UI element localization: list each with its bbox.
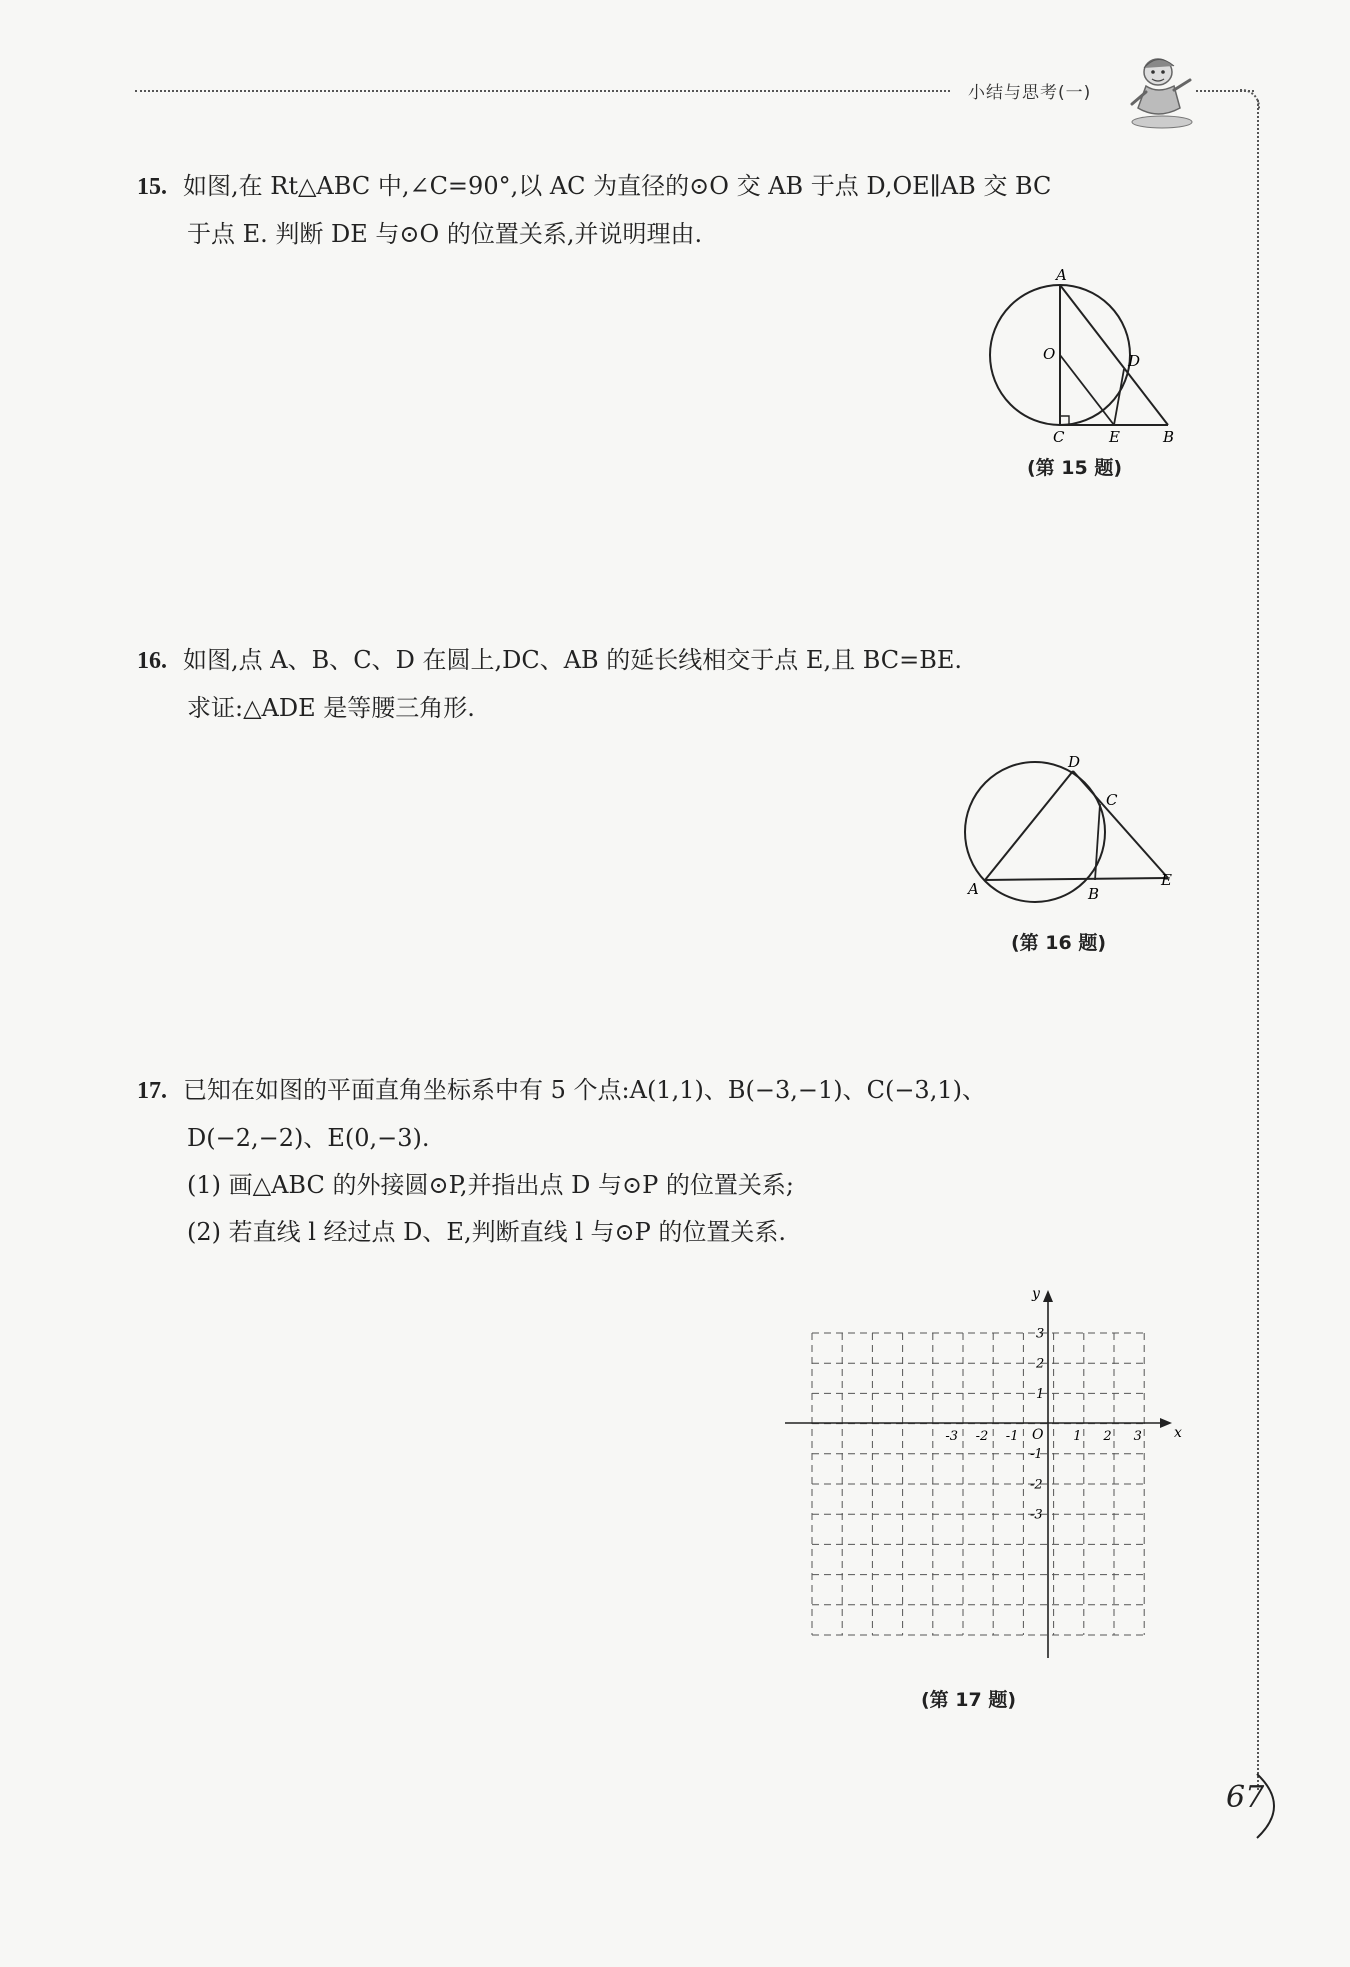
y-tick-label: -1	[1030, 1447, 1043, 1463]
label-e: E	[1109, 428, 1120, 446]
problem-text-line: 求证:△ADE 是等腰三角形.	[187, 694, 475, 722]
label-d: D	[1068, 753, 1081, 771]
label-a: A	[1056, 266, 1067, 284]
y-axis-label: y	[1032, 1286, 1040, 1302]
x-tick-label: -1	[1005, 1429, 1019, 1444]
page-number: 67	[1226, 1780, 1265, 1815]
segment-de	[1073, 771, 1168, 878]
segment-ab	[1060, 285, 1168, 425]
problem-text-line: 于点 E. 判断 DE 与⊙O 的位置关系,并说明理由.	[187, 220, 703, 248]
problem-16	[137, 637, 962, 732]
mascot-icon	[1122, 50, 1200, 130]
header-dotted-rule	[135, 90, 950, 92]
problem-text-line: 如图,点 A、B、C、D 在圆上,DC、AB 的延长线相交于点 E,且 BC=BE.	[183, 646, 963, 674]
label-d: D	[1128, 352, 1141, 370]
x-tick-label: -3	[945, 1429, 959, 1444]
figure-15	[985, 262, 1185, 446]
figure-17-coordinate-grid	[780, 1278, 1180, 1668]
y-tick-labels	[1030, 1326, 1044, 1522]
y-tick-label: 3	[1036, 1326, 1045, 1342]
y-tick-label: -2	[1030, 1477, 1043, 1493]
x-axis-arrow	[1160, 1418, 1172, 1428]
y-tick-label: 1	[1036, 1386, 1045, 1402]
problem-number: 15.	[137, 174, 167, 200]
problem-subpart-2: (2) 若直线 l 经过点 D、E,判断直线 l 与⊙P 的位置关系.	[187, 1218, 787, 1246]
segment-ae	[985, 878, 1168, 880]
figure-16	[960, 755, 1180, 905]
x-tick-labels	[945, 1429, 1141, 1444]
x-tick-label: 1	[1073, 1429, 1082, 1444]
problem-number: 16.	[137, 648, 167, 674]
header-title: 小结与思考(一)	[968, 83, 1092, 103]
y-tick-label: 2	[1036, 1356, 1045, 1372]
origin-label: O	[1032, 1427, 1044, 1443]
segment-ad	[985, 771, 1073, 880]
label-e: E	[1161, 871, 1172, 889]
problem-text-line: 如图,在 Rt△ABC 中,∠C=90°,以 AC 为直径的⊙O 交 AB 于点 D,OE∥AB 交 BC	[183, 172, 1052, 200]
side-dotted-rule	[1257, 100, 1259, 1790]
problem-17	[137, 1067, 986, 1256]
x-axis-label: x	[1174, 1425, 1182, 1441]
label-a: A	[968, 880, 979, 898]
figure-15-caption: (第 15 题)	[1027, 457, 1123, 479]
figure-17-caption: (第 17 题)	[921, 1689, 1017, 1711]
label-c: C	[1106, 791, 1118, 809]
label-o: O	[1043, 345, 1056, 363]
label-b: B	[1163, 428, 1175, 446]
problem-subpart-1: (1) 画△ABC 的外接圆⊙P,并指出点 D 与⊙P 的位置关系;	[187, 1171, 794, 1199]
figure-16-caption: (第 16 题)	[1011, 932, 1107, 954]
problem-text-line: 已知在如图的平面直角坐标系中有 5 个点:A(1,1)、B(−3,−1)、C(−3,1)、	[183, 1076, 986, 1104]
segment-oe	[1060, 355, 1114, 425]
y-axis-arrow	[1043, 1290, 1053, 1302]
y-tick-label: -3	[1030, 1507, 1043, 1523]
dashed-grid	[812, 1333, 1144, 1635]
problem-text-line: D(−2,−2)、E(0,−3).	[187, 1124, 430, 1152]
page-number-arc	[1255, 1772, 1295, 1840]
problem-15	[137, 163, 1051, 258]
problem-number: 17.	[137, 1078, 167, 1104]
segment-bc	[1095, 804, 1100, 880]
label-b: B	[1088, 885, 1100, 903]
label-c: C	[1053, 428, 1065, 446]
x-tick-label: -2	[975, 1429, 989, 1444]
x-tick-label: 2	[1103, 1429, 1112, 1444]
x-tick-label: 3	[1133, 1429, 1142, 1444]
